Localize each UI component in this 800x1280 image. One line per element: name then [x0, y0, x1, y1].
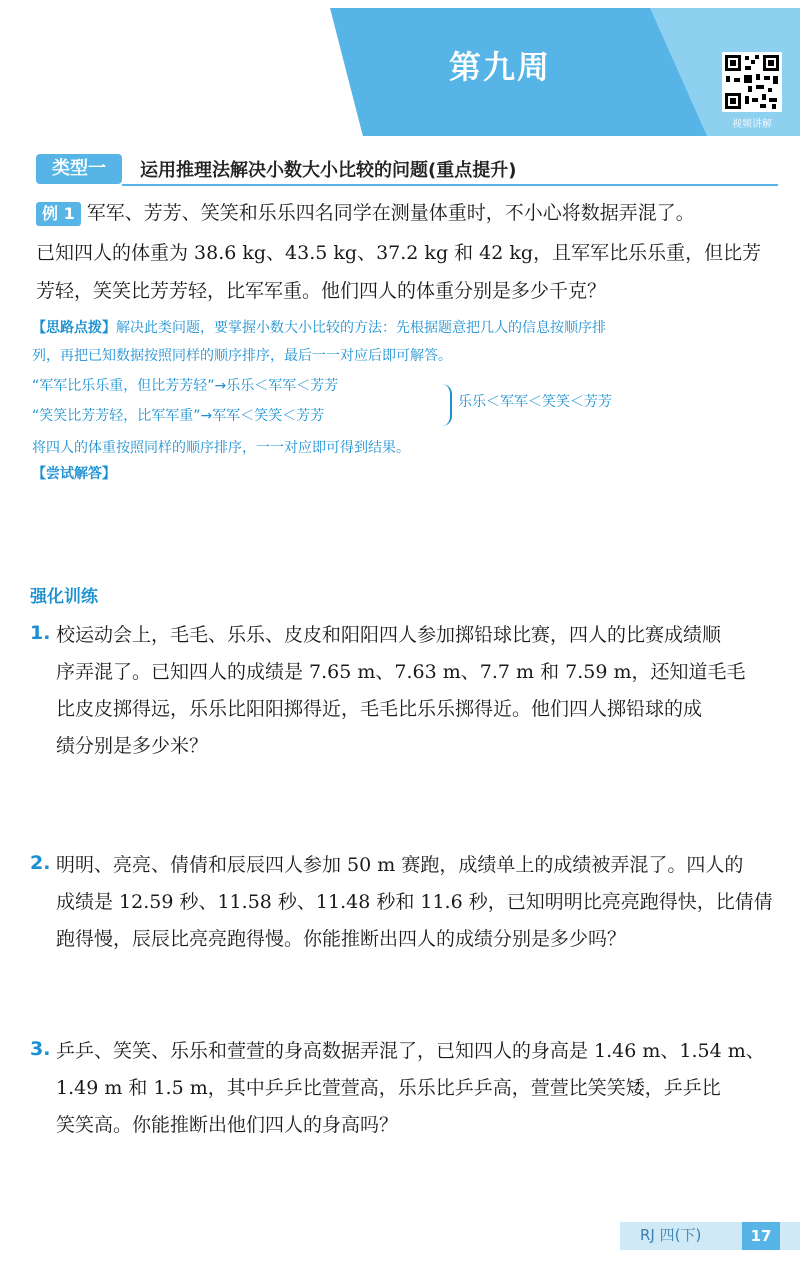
question-2-line-1: 明明、亮亮、倩倩和辰辰四人参加 50 m 赛跑，成绩单上的成绩被弄混了。四人的	[56, 854, 744, 876]
question-3-line-1: 乒乒、笑笑、乐乐和萱萱的身高数据弄混了，已知四人的身高是 1.46 m、1.54 m、	[56, 1040, 765, 1062]
hint-text-1: 解决此类问题，要掌握小数大小比较的方法：先根据题意把几人的信息按顺序排	[116, 320, 606, 336]
question-2-line-3: 跑得慢，辰辰比亮亮跑得慢。你能推断出四人的成绩分别是多少吗？	[56, 928, 627, 950]
type-badge: 类型一	[36, 154, 122, 184]
type-divider	[122, 184, 778, 186]
question-3-line-3: 笑笑高。你能推断出他们四人的身高吗？	[56, 1114, 399, 1136]
example-line-2: 已知四人的体重为 38.6 kg、43.5 kg、37.2 kg 和 42 kg，且军军比乐乐重，但比芳	[36, 242, 762, 264]
qr-code-icon[interactable]	[722, 52, 782, 112]
question-2-line-2: 成绩是 12.59 秒、11.58 秒、11.48 秒和 11.6 秒，已知明明比亮亮跑得快，比倩倩	[56, 891, 773, 913]
try-label: 【尝试解答】	[32, 466, 116, 482]
hint-label: 【思路点拨】	[32, 320, 116, 336]
example-text-1: 军军、芳芳、笑笑和乐乐四名同学在测量体重时，不小心将数据弄混了。	[86, 202, 695, 224]
question-1-line-1: 校运动会上，毛毛、乐乐、皮皮和阳阳四人参加掷铅球比赛，四人的比赛成绩顺	[56, 624, 722, 646]
hint-combined: 乐乐＜军军＜笑笑＜芳芳	[458, 394, 612, 410]
hint-line-1	[32, 314, 782, 342]
hint-relation-2: “笑笑比芳芳轻，比军军重”→军军＜笑笑＜芳芳	[32, 408, 325, 424]
question-3-line-2: 1.49 m 和 1.5 m，其中乒乒比萱萱高，乐乐比乒乒高，萱萱比笑笑矮，乒乒比	[56, 1077, 721, 1099]
question-3-number: 3.	[30, 1038, 51, 1060]
hint-line-3: 将四人的体重按照同样的顺序排序，一一对应即可得到结果。	[32, 440, 410, 456]
question-1-line-4: 绩分别是多少米？	[56, 735, 209, 757]
example-line-1	[36, 194, 776, 232]
practice-title: 强化训练	[30, 587, 98, 607]
question-1-number: 1.	[30, 622, 51, 644]
example-badge: 例 1	[36, 202, 81, 226]
footer-edition: RJ 四(下)	[640, 1226, 702, 1244]
question-1-line-2: 序弄混了。已知四人的成绩是 7.65 m、7.63 m、7.7 m 和 7.59 m，还知道毛毛	[56, 661, 746, 683]
example-line-3: 芳轻，笑笑比芳芳轻，比军军重。他们四人的体重分别是多少千克？	[36, 280, 607, 302]
qr-label: 视频讲解	[732, 119, 772, 130]
hint-line-2: 列，再把已知数据按照同样的顺序排序，最后一一对应后即可解答。	[32, 348, 452, 364]
hint-relation-1: “军军比乐乐重，但比芳芳轻”→乐乐＜军军＜芳芳	[32, 378, 339, 394]
type-title: 运用推理法解决小数大小比较的问题(重点提升)	[140, 160, 517, 181]
week-title: 第九周	[448, 48, 551, 86]
brace-symbol	[440, 384, 452, 426]
question-2-number: 2.	[30, 852, 51, 874]
question-1-line-3: 比皮皮掷得远，乐乐比阳阳掷得近，毛毛比乐乐掷得近。他们四人掷铅球的成	[56, 698, 703, 720]
page-number: 17	[742, 1222, 780, 1250]
